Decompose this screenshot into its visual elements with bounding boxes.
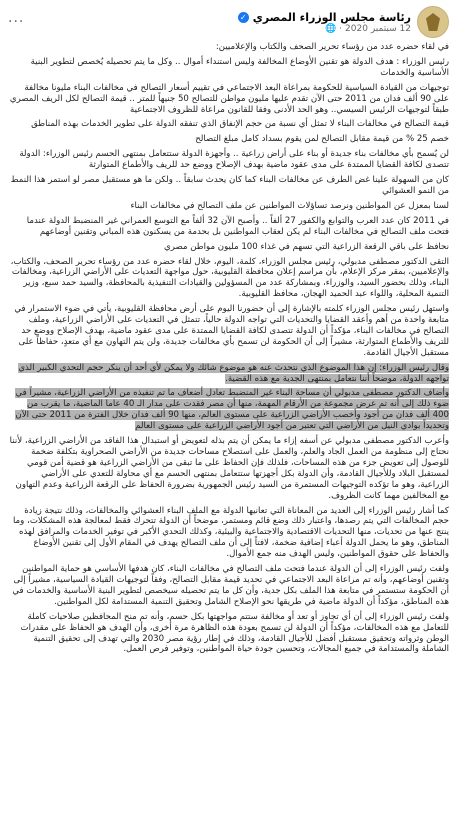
page-name-row — [238, 11, 411, 24]
post-paragraph: في لقاء حضره عدد من رؤساء تحرير الصحف والكتاب والإعلاميين: — [215, 42, 449, 52]
post-paragraph: قيمة التصالح في مخالفات البناء لا تمثل أي نسبة من حجم الإنفاق الذي تنفقه الدولة على تطوير الخدمات بهذه المناطق — [31, 119, 449, 130]
post-header — [8, 0, 449, 42]
post-paragraph: كما أشار رئيس الوزراء إلى العديد من المعاناة التي تعانيها الدولة مع الملف البناء العشوائي والمخالفات، وذلك نتيجة زيادة حجم المخالفات التي يتم رصدها، واعتبار ذلك وضع قائم ومستمر، موضحاً أن الدولة تتحرك فقط لمعالجة هذه المشكلات، وما ينتج عنها من تحديات، منها التحديات الاقتصادية والاجتماعية والبيئية، وكذلك التحدي الأكبر في توفير الخدمات والمرافق لهذه المناطق، وهو ما يحمل الدولة أعباء إضافية ضخمة، لافتاً إلى أن ملف التصالح يهدف في المقام الأول إلى تقنين الأوضاع والحفاظ على حقوق المواطنين، وليس الهدف منه جمع الأموال. — [12, 505, 449, 560]
post-paragraph: توجيهات من القيادة السياسية للحكومة بمراعاة البعد الاجتماعي في تقييم أسعار التصالح في مخالفات البناء مليونا مخالفة على 90 ألف فدان من 2011 حتى الآن تقدم عليها مليون مواطن للتصالح 50 جنيهاً للمتر .. قيمة التصالح لكل الريف المصري طبقاً لتوجيهات الرئيس السيسي.. وهو الحد الأدنى وفقا للقانون مراعاة للظروف الاجتماعية — [9, 82, 449, 115]
post-paragraph: ولفت رئيس الوزراء إلى أن الدولة عندما فتحت ملف التصالح في مخالفات البناء، كان هدفها الأساسي هو حماية المواطنين وتقنين أوضاعهم، وأنه تم مراعاة البعد الاجتماعي في تحديد قيمة مقابل التصالح، وفقاً لتوجيهات القيادة السياسية، مشيراً إلى أن الحكومة ستستمر في متابعة هذا الملف بكل جدية، وأن كل ما يتم تحصيله سيخصص لتطوير البنية الأساسية والخدمات في هذه المناطق، مؤكداً أن الدولة ماضية في طريقها نحو الإصلاح الشامل وتحقيق التنمية المستدامة لكل المواطنين. — [12, 564, 449, 607]
post-paragraph: لسنا بمعزل عن المواطنين ونرصد تساؤلات المواطنين عن ملف التصالح في مخالفات البناء — [130, 200, 449, 211]
post-paragraph: ولفت رئيس الوزراء إلى أن أي تجاوز أو تعد أو مخالفة ستتم مواجهتها بكل حسم، وأنه تم منح المحافظين صلاحيات كاملة للتعامل مع هذه المخالفات، مؤكداً أن الدولة لن تسمح بعودة هذه الظاهرة مرة أخرى، وأن الهدف هو الحفاظ على مقدرات الوطن وثرواته وتحقيق مستقبل أفضل للأجيال القادمة، وذلك في إطار رؤية مصر 2030 والتي تهدف إلى تحقيق التنمية الشاملة والمستدامة في جميع المجالات، وتحسين جودة حياة المواطنين، وتوفير فرص العمل. — [20, 611, 449, 655]
post-paragraph — [8, 388, 449, 432]
post-paragraph: خصم 25 % من قيمة مقابل التصالح لمن يقوم بسداد كامل مبلغ التصالح — [195, 134, 449, 145]
post-paragraph: نحافظ على باقي الرقعة الزراعية التي تسهم في غذاء 100 مليون مواطن مصري — [164, 241, 449, 252]
post-paragraph: كان من السهولة علينا غض الطرف عن مخالفات البناء كما كان يحدث سابقاً .. ولكن ما هو مستقبل مصر لو استمر هذا النمط من النمو العشوائي — [10, 175, 449, 196]
post-body — [8, 42, 449, 655]
post-date[interactable]: 12 سبتمبر 2020 — [345, 23, 411, 34]
meta-separator: · — [339, 23, 343, 34]
post-paragraph: لن يُسمح بأي مخالفات بناء جديدة أو بناء على أراض زراعية .. وأجهزة الدولة ستتعامل بمنتهى الحسم رئيس الوزراء: الدولة تتصدى لكافة القضايا الممتدة على مدى عقود ماضية بهدف الإصلاح ووضع حد للريف والأطماع المتوارثة — [19, 149, 449, 171]
post-paragraph: وأعرب الدكتور مصطفى مدبولي عن أسفه إزاء ما يمكن أن يتم بذله لتعويض أو استبدال هذا الفاقد من الأراضي الزراعية، لأننا نحتاج إلى منظومة من العمل الجاد والعلم، والعمل على استصلاح مساحات جديدة من الأراضي الصحراوية بتكلفة ضخمة للوصول إلى تعويض جزء من هذه المساحات، فلذلك فإن الحفاظ على ما تبقى من الأراضي الزراعية هو قضية أمن قومي لمستقبل البلاد وللأجيال القادمة، وأن الدولة بكل أجهزتها ستتعامل بمنتهى الحسم مع أي محاولة للتعدي على الأراضي الزراعية، وهو ما تؤكده التوجيهات المستمرة من السيد رئيس الجمهورية بضرورة الحفاظ على الرقعة الزراعية وعدم التهاون مع المخالفين مهما كانت الظروف. — [9, 436, 449, 501]
more-options-icon[interactable]: ··· — [8, 14, 25, 30]
post-header-text — [238, 11, 411, 34]
post-paragraph: واستهل رئيس مجلس الوزراء كلمته بالإشارة إلى أن حضورنا اليوم على أرض محافظة القليوبية، يأتي في ضوء الاستمرار في متابعة واحدة من أهم وأعقد القضايا والتحديات التي تواجه الدولة حالياً، تتمثل في التعديات على الأراضي الزراعية، وملف التصالح في مخالفات البناء، مؤكداً أن الدولة تتصدى لكافة القضايا الممتدة على مدى عقود ماضية، بهدف الإصلاح ووضع حد للتريف والأطماع المتوارثة، مشيراً إلى أن الحكومة لن تسمح بأي مخالفات جديدة، ولن يتم التهاون مع أي متعدٍ، حفاظاً على مستقبل الأجيال القادمة. — [14, 304, 449, 358]
post-paragraph: رئيس الوزراء : هدف الدولة هو تقنين الأوضاع المخالفة وليس استنداء أموال .. وكل ما يتم تحصيله يُخصص لتطوير البنية الأساسية والخدمات — [30, 56, 449, 78]
verified-badge-icon: ✓ — [238, 12, 249, 23]
post-paragraph — [8, 363, 449, 385]
post-paragraph: التقى الدكتور مصطفى مدبولي، رئيس مجلس الوزراء، كلمة، اليوم، خلال لقاء حضره عدد من رؤساء تحرير الصحف، والكتاب، والإعلاميين، بمقر مركز الإعلام، بأن مراسم إعلان محافظة القليوبية، حول مواجهة التعديات على الأراضي الزراعية، ومخالفات البناء، وذلك بحضور السيد، والوزراء، وبمشاركة عدد من المسؤولين والقيادات التنفيذية بالمحافظة، والسيد حمد سبع، وزير التنمية المحلية، واللواء عبد الحميد الهجان، محافظ القليوبية. — [10, 256, 449, 300]
highlighted-text: وأضاف الدكتور مصطفى مدبولي أن مساحة البناء غير المنضبط تعادل أضعاف ما تم تنفيذه من الأراضي الزراعية، مشيراً في ضوء ذلك إلى أنه تم عرض مجموعة من الأرقام المهمة، منها أن مصر فقدت على مدار الـ 40 عاما الماضية، ما يقرب من 400 ألف فدان من أجود وأخصب الأراضي الزراعية على مستوى العالم، منها 90 ألف فدان خلال الفترة من 2011 حتى الآن وتحديداً بوادي النيل من الأراضي التي تعتبر من أجود الأراضي الزراعية على مستوى العالم — [15, 388, 449, 432]
page-name[interactable]: رئاسة مجلس الوزراء المصري — [252, 10, 411, 24]
page-avatar[interactable] — [417, 6, 449, 38]
globe-icon: 🌐 — [324, 23, 337, 34]
eagle-emblem-icon — [426, 13, 440, 31]
highlighted-text: وقال رئيس الوزراء: إن هذا الموضوع الذي نتحدث عنه هو موضوع شائك ولا يمكن لأي أحد أن ينكر حجم التحدي الكبير الذي تواجهه الدولة، موضحاً أننا نتعامل بمنتهى الجدية مع هذه القضية. — [18, 362, 449, 384]
post-paragraph: في 2011 كان عدد العرب والتوابع والكفور 27 ألفاً .. وأصبح الآن 32 ألفاً مع التوسع العمراني غير المنضبط الدولة عندما فتحت ملف التصالح في مخالفات البناء لم يكن لعقاب المواطنين بل بحدمة من يسكنون هذه المباني وتقنين أوضاعهم — [26, 215, 449, 237]
post-meta — [238, 24, 411, 34]
